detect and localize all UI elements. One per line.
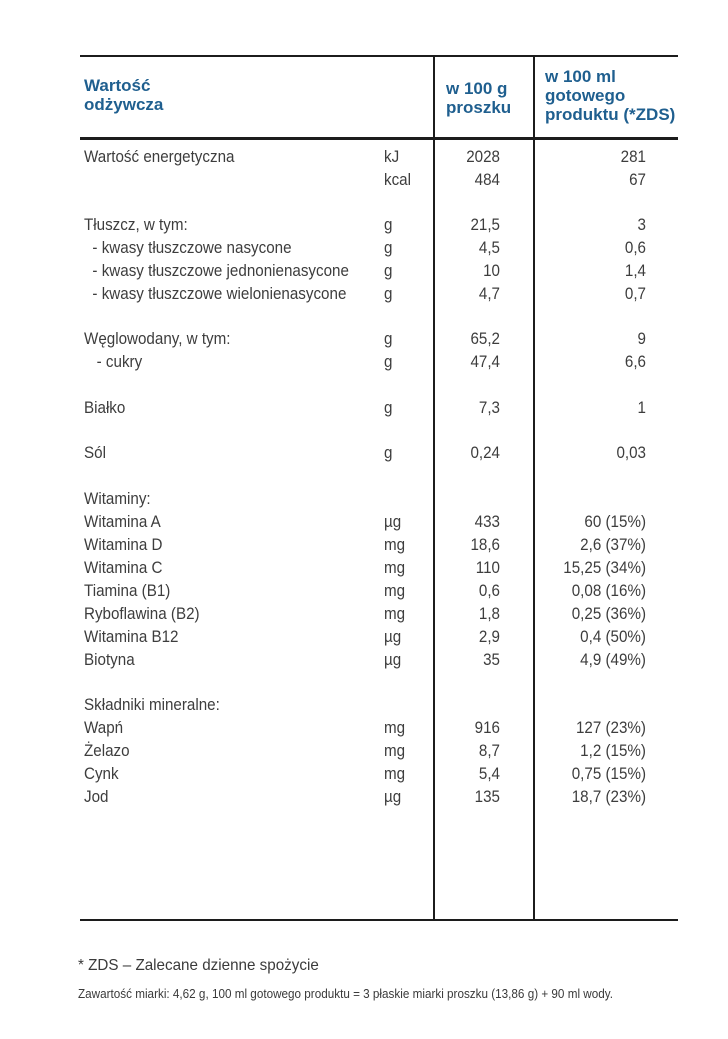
serving-note: Zawartość miarki: 4,62 g, 100 ml gotowego produktu = 3 płaskie miarki proszku (13,86 g) + 90 ml wody. <box>78 986 613 1001</box>
row-value-per-100ml: 18,7 (23%) <box>571 788 646 806</box>
header-rule <box>80 137 678 140</box>
row-unit: mg <box>384 582 406 600</box>
bottom-rule <box>80 919 678 921</box>
row-label: Ryboflawina (B2) <box>84 605 200 623</box>
row-unit: mg <box>384 742 406 760</box>
row-label: Wartość energetyczna <box>84 148 235 166</box>
row-value-per-100ml: 1 <box>637 399 646 417</box>
row-unit: mg <box>384 719 406 737</box>
row-label: Sól <box>84 444 106 462</box>
row-value-per-100g: 2,9 <box>478 628 500 646</box>
row-label: Tiamina (B1) <box>84 582 171 600</box>
row-unit: mg <box>384 559 406 577</box>
row-value-per-100g: 5,4 <box>478 765 500 783</box>
row-label: Wapń <box>84 719 124 737</box>
row-unit: µg <box>384 513 402 531</box>
row-value-per-100g: 433 <box>474 513 500 531</box>
row-value-per-100g: 65,2 <box>470 330 500 348</box>
row-value-per-100g: 7,3 <box>478 399 500 417</box>
row-unit: g <box>384 330 393 348</box>
zds-footnote: * ZDS – Zalecane dzienne spożycie <box>78 957 319 974</box>
row-value-per-100g: 8,7 <box>478 742 500 760</box>
row-unit: mg <box>384 605 406 623</box>
row-value-per-100g: 21,5 <box>470 216 500 234</box>
row-label: Białko <box>84 399 126 417</box>
row-value-per-100g: 916 <box>474 719 500 737</box>
row-value-per-100ml: 4,9 (49%) <box>580 651 646 669</box>
row-value-per-100ml: 9 <box>637 330 646 348</box>
row-label: Witamina C <box>84 559 163 577</box>
row-value-per-100ml: 127 (23%) <box>575 719 646 737</box>
row-value-per-100g: 4,5 <box>478 239 500 257</box>
row-value-per-100ml: 0,75 (15%) <box>571 765 646 783</box>
row-value-per-100g: 110 <box>475 559 500 577</box>
row-value-per-100ml: 1,2 (15%) <box>580 742 646 760</box>
row-label: - cukry <box>84 353 143 371</box>
row-value-per-100ml: 1,4 <box>624 262 646 280</box>
header-nutrition-value: Wartość odżywcza <box>84 76 164 114</box>
row-value-per-100ml: 0,4 (50%) <box>580 628 646 646</box>
row-value-per-100g: 47,4 <box>470 353 500 371</box>
row-label: Witamina A <box>84 513 161 531</box>
row-unit: g <box>384 353 393 371</box>
row-value-per-100ml: 3 <box>637 216 646 234</box>
row-value-per-100ml: 60 (15%) <box>584 513 646 531</box>
row-label: Węglowodany, w tym: <box>84 330 231 348</box>
row-value-per-100ml: 15,25 (34%) <box>563 559 646 577</box>
row-unit: µg <box>384 788 402 806</box>
header-per-100g-powder: w 100 g proszku <box>446 79 512 117</box>
row-unit: g <box>384 399 393 417</box>
row-unit: g <box>384 285 393 303</box>
row-label: Witamina D <box>84 536 163 554</box>
row-unit: µg <box>384 651 402 669</box>
row-value-per-100g: 0,24 <box>470 444 500 462</box>
row-value-per-100g: 18,6 <box>470 536 500 554</box>
top-rule <box>80 55 678 57</box>
row-unit: kJ <box>384 148 400 166</box>
row-label: - kwasy tłuszczowe nasycone <box>84 239 292 257</box>
row-label: Witamina B12 <box>84 628 179 646</box>
row-unit: g <box>384 239 393 257</box>
header-per-100ml-product: w 100 ml gotowego produktu (*ZDS) <box>545 67 676 124</box>
row-label: Jod <box>84 788 109 806</box>
row-value-per-100g: 1,8 <box>478 605 500 623</box>
row-value-per-100ml: 0,7 <box>624 285 646 303</box>
row-unit: µg <box>384 628 402 646</box>
row-value-per-100ml: 0,25 (36%) <box>571 605 646 623</box>
row-label: Żelazo <box>84 742 130 760</box>
row-value-per-100ml: 6,6 <box>624 353 646 371</box>
row-unit: mg <box>384 536 406 554</box>
row-value-per-100g: 4,7 <box>478 285 500 303</box>
row-label: Witaminy: <box>84 490 151 508</box>
row-label: Cynk <box>84 765 119 783</box>
row-unit: kcal <box>384 171 411 189</box>
row-value-per-100g: 35 <box>483 651 500 669</box>
row-value-per-100g: 0,6 <box>478 582 500 600</box>
row-value-per-100g: 135 <box>474 788 500 806</box>
row-unit: g <box>384 262 393 280</box>
row-value-per-100g: 2028 <box>466 148 500 166</box>
row-value-per-100ml: 0,03 <box>616 444 646 462</box>
row-unit: mg <box>384 765 406 783</box>
row-unit: g <box>384 216 393 234</box>
row-value-per-100g: 10 <box>483 262 500 280</box>
row-unit: g <box>384 444 393 462</box>
row-label: Biotyna <box>84 651 135 669</box>
row-label: Tłuszcz, w tym: <box>84 216 188 234</box>
row-value-per-100ml: 2,6 (37%) <box>580 536 646 554</box>
row-value-per-100ml: 0,08 (16%) <box>571 582 646 600</box>
row-label: Składniki mineralne: <box>84 696 220 714</box>
row-value-per-100ml: 0,6 <box>624 239 646 257</box>
row-value-per-100ml: 281 <box>620 148 646 166</box>
row-label: - kwasy tłuszczowe wielonienasycone <box>84 285 347 303</box>
row-value-per-100g: 484 <box>474 171 500 189</box>
row-label: - kwasy tłuszczowe jednonienasycone <box>84 262 349 280</box>
row-value-per-100ml: 67 <box>629 171 646 189</box>
